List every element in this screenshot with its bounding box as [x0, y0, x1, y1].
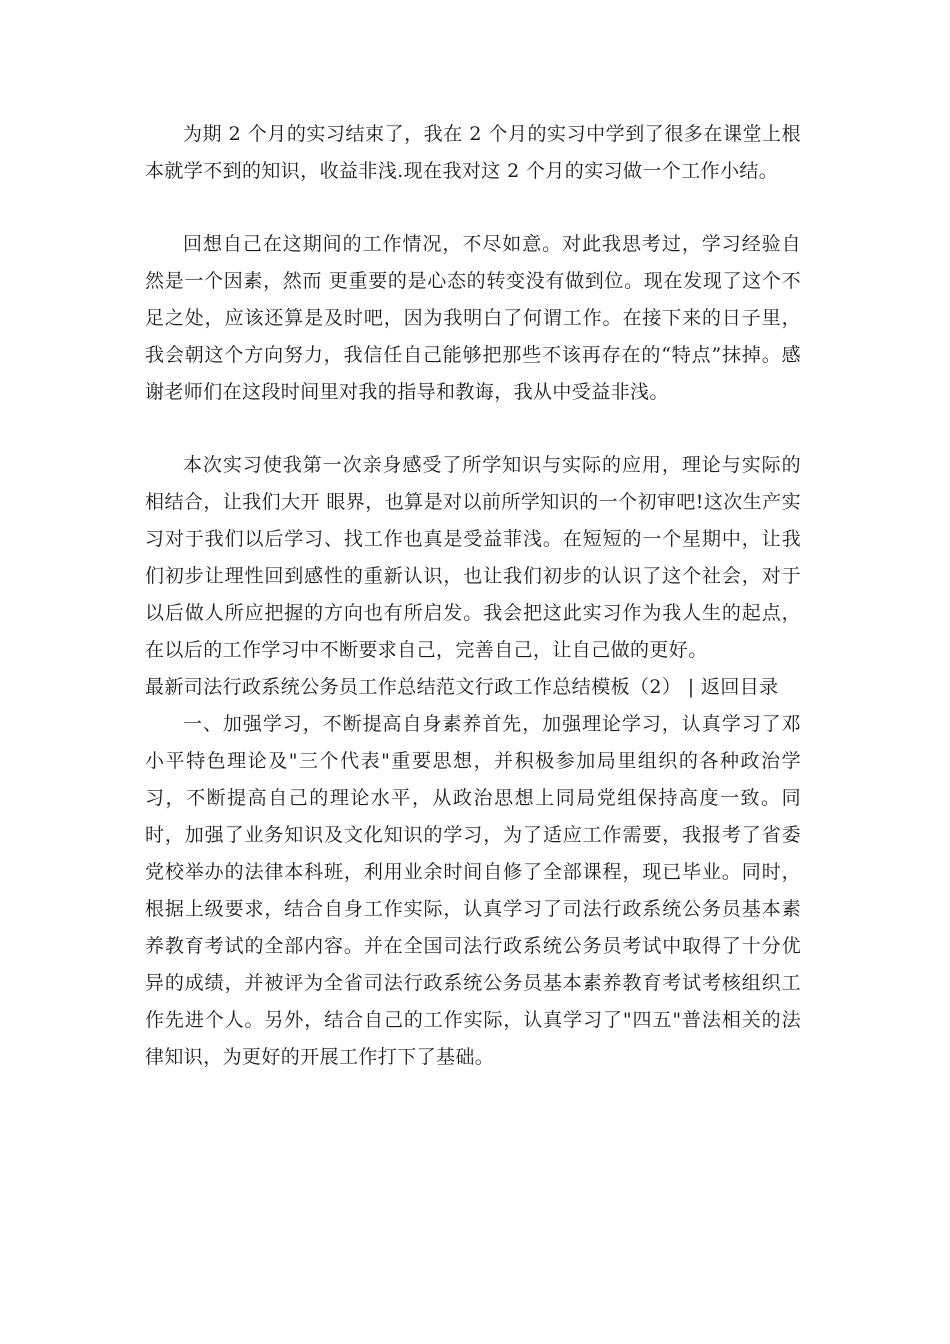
paragraph-study-improvement: 一、加强学习，不断提高自身素养首先，加强理论学习，认真学习了邓小平特色理论及"三个代表"重要思想，并积极参加局里组织的各种政治学习，不断提高自己的理论水平，从政治思想上同局党组保持高度一致。同时，加强了业务知识及文化知识的学习，为了适应工作需要，我报考了省委党校举办的法律本科班，利用业余时间自修了全部课程，现已毕业。同时，根据上级要求，结合自身工作实际，认真学习了司法行政系统公务员基本素养教育考试的全部内容。并在全国司法行政系统公务员考试中取得了十分优异的成绩，并被评为全省司法行政系统公务员基本素养教育考试考核组织工作先进个人。另外，结合自己的工作实际，认真学习了"四五"普法相关的法律知识，为更好的开展工作打下了基础。	[145, 713, 801, 1068]
section-heading	[145, 669, 801, 706]
paragraph-internship-summary: 为期 2 个月的实习结束了，我在 2 个月的实习中学到了很多在课堂上根本就学不到的知识，收益非浅.现在我对这 2 个月的实习做一个工作小结。	[145, 123, 801, 182]
document-body	[145, 116, 801, 1076]
paragraph-reflection: 回想自己在这期间的工作情况，不尽如意。对此我思考过，学习经验自然是一个因素，然而 更重要的是心态的转变没有做到位。现在发现了这个不足之处，应该还算是及时吧，因为我明白了何谓工作。在接下来的日子里，我会朝这个方向努力，我信任自己能够把那些不该再存在的“特点”抹掉。感谢老师们在这段时间里对我的指导和教诲，我从中受益非浅。	[145, 233, 801, 403]
heading-separator: |	[681, 676, 701, 698]
paragraph-gap	[145, 190, 801, 226]
paragraph-gap	[145, 411, 801, 447]
section-title: 最新司法行政系统公务员工作总结范文行政工作总结模板（2）	[145, 676, 682, 698]
back-to-contents-link[interactable]: 返回目录	[700, 676, 779, 698]
paragraph-internship-gains: 本次实习使我第一次亲身感受了所学知识与实际的应用，理论与实际的相结合，让我们大开 眼界，也算是对以前所学知识的一个初审吧!这次生产实习对于我们以后学习、找工作也真是受益菲浅。在短短的一个星期中，让我们初步让理性回到感性的重新认识，也让我们初步的认识了这个社会，对于以后做人所应把握的方向也有所启发。我会把这此实习作为我人生的起点，在以后的工作学习中不断要求自己，完善自己，让自己做的更好。	[145, 454, 801, 661]
